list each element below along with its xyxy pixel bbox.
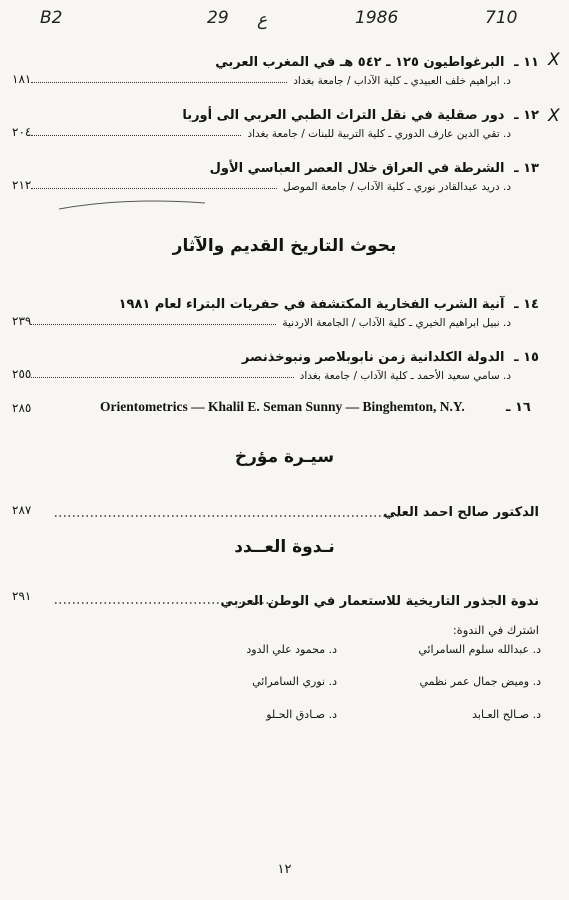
page-number: ١٢ bbox=[277, 862, 292, 877]
leader-dots bbox=[55, 601, 280, 605]
participant-name: د. محمود علي الدود bbox=[246, 643, 337, 656]
entry-page-number: ٢٣٩ bbox=[12, 314, 32, 328]
entry-16-number: ١٦ ـ bbox=[506, 400, 531, 415]
section-heading-biography: سيـرة مؤرخ bbox=[234, 447, 335, 467]
participant-name: د. صـادق الحـلو bbox=[266, 708, 337, 721]
entry-page-number: ٢٨٥ bbox=[12, 401, 32, 415]
entry-title: ١٣ ـ الشرطة في العراق خلال العصر العباسي الأول bbox=[209, 161, 539, 176]
entry-title: ١٢ ـ دور صقلية في نقل التراث الطبي العربي الى أوربا bbox=[182, 108, 539, 123]
entry-title: ١٥ ـ الدولة الكلدانية زمن نابوبلاصر ونبوخذنصر bbox=[241, 350, 539, 365]
section-heading-symposium: نـدوة العــدد bbox=[234, 537, 335, 557]
participant-name: د. نوري السامرائي bbox=[252, 675, 337, 688]
entry-16-english-title: Orientometrics — Khalil E. Seman Sunny — Binghemton, N.Y. bbox=[100, 399, 465, 414]
entry-page-number: ٢٨٧ bbox=[12, 503, 32, 517]
entry-author: د. ابراهيم خلف العبيدي ـ كلية الآداب / جامعة بغداد bbox=[31, 71, 511, 87]
entry-page-number: ٢٥٥ bbox=[12, 367, 32, 381]
entry-title: ١١ ـ البرغواطيون ١٢٥ ـ ٥٤٢ هـ في المغرب العربي bbox=[215, 55, 539, 70]
handwritten-note-letter: ع bbox=[257, 10, 268, 30]
entry-author: د. نبيل ابراهيم الخيري ـ كلية الآداب / الجامعة الاردنية bbox=[31, 313, 511, 329]
entry-page-number: ٢٩١ bbox=[12, 589, 32, 603]
entry-author: د. دريد عبدالقادر نوري ـ كلية الآداب / جامعة الموصل bbox=[31, 177, 511, 193]
pen-stroke bbox=[55, 195, 215, 215]
participant-name: د. صـالح العـابد bbox=[472, 708, 541, 721]
handwritten-note-number: 29 bbox=[207, 8, 229, 28]
entry-author: د. تقي الدين عارف الدوري ـ كلية التربية للبنات / جامعة بغداد bbox=[31, 124, 511, 140]
handwritten-note-right: 710 bbox=[485, 8, 518, 28]
section-heading-ancient-history: بحوث التاريخ القديم والآثار bbox=[172, 236, 397, 256]
symposium-entry: ندوة الجذور التاريخية للاستعمار في الوطن العربي bbox=[220, 594, 539, 609]
handwritten-note-year: 1986 bbox=[355, 8, 399, 28]
participant-name: د. عبدالله سلوم السامرائي bbox=[418, 643, 541, 656]
entry-page-number: ١٨١ bbox=[12, 72, 32, 86]
biography-entry: الدكتور صالح احمد العلي bbox=[383, 505, 539, 520]
entry-title: ١٤ ـ آنية الشرب الفخارية المكتشفة في حفريات البتراء لعام ١٩٨١ bbox=[118, 297, 539, 312]
leader-dots bbox=[55, 514, 400, 518]
entry-author: د. سامي سعيد الأحمد ـ كلية الآداب / جامعة بغداد bbox=[31, 366, 511, 382]
entry-page-number: ٢١٢ bbox=[12, 178, 32, 192]
margin-mark-11: X bbox=[548, 50, 560, 70]
entry-page-number: ٢٠٤ bbox=[12, 125, 32, 139]
participants-label: اشترك في الندوة: bbox=[452, 623, 539, 637]
handwritten-note-left: B2 bbox=[40, 8, 63, 28]
participant-name: د. وميض جمال عمر نظمي bbox=[419, 675, 541, 688]
margin-mark-12: X bbox=[548, 106, 560, 126]
